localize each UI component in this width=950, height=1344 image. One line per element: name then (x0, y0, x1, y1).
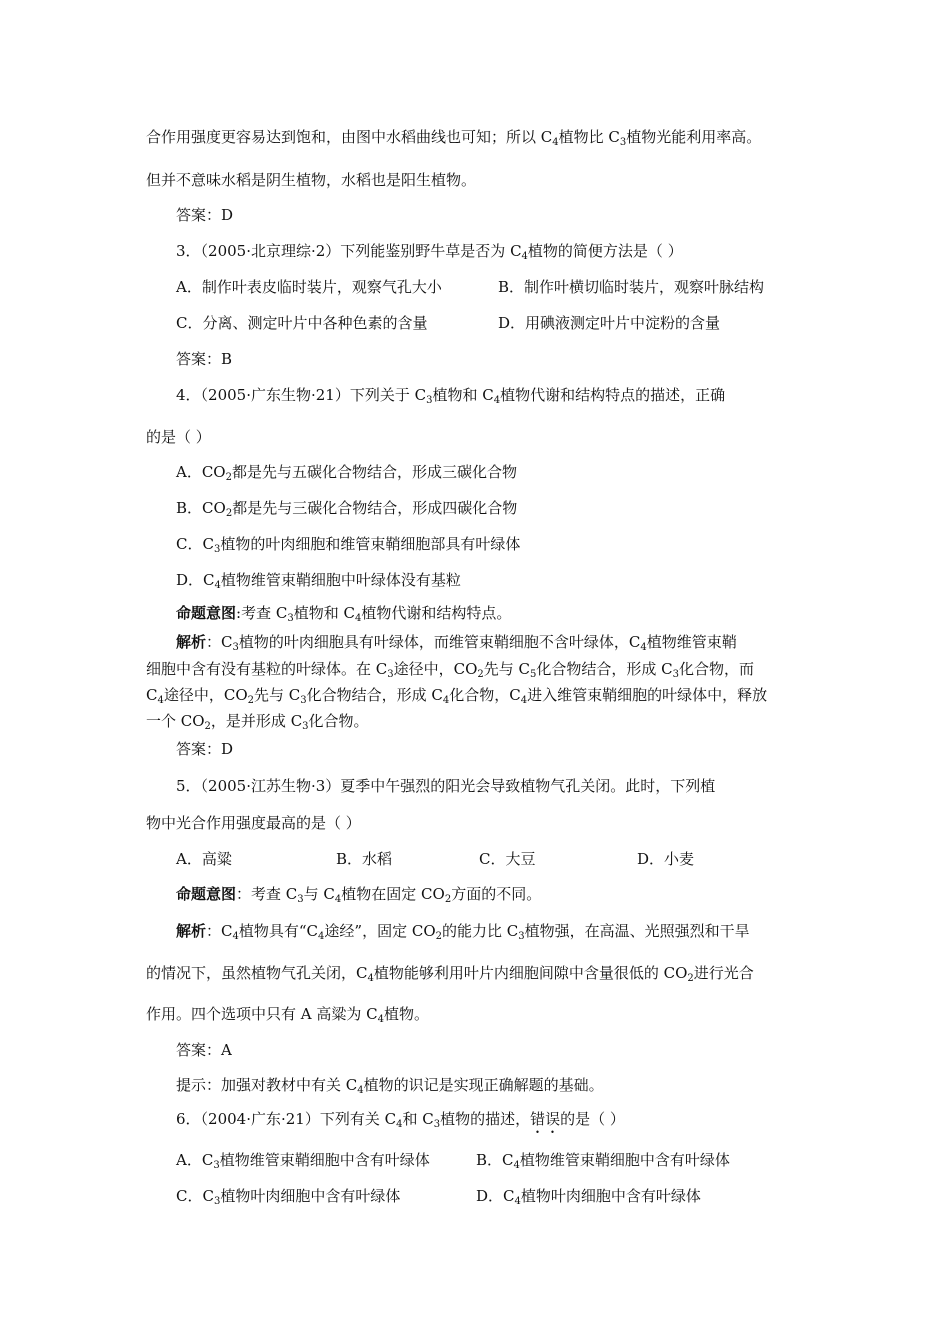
continuation-line-1: 合作用强度更容易达到饱和，由图中水稻曲线也可知；所以 $C_4$植物比 $C_3$植物光能利用率高。 (146, 128, 762, 148)
q3-option-d: D．用碘液测定叶片中淀粉的含量 (498, 314, 721, 332)
q3-option-b: B．制作叶横切临时装片，观察叶脉结构 (498, 278, 765, 296)
q4-option-d: D．$C_4$植物维管束鞘细胞中叶绿体没有基粒 (176, 571, 461, 591)
answer-p1: 答案：D (176, 206, 234, 224)
q4-stem-line2: 的是（ ） (146, 428, 211, 446)
q6-option-c: C．$C_3$植物叶肉细胞中含有叶绿体 (176, 1187, 401, 1207)
q3-option-c: C．分离、测定叶片中各种色素的含量 (176, 314, 428, 332)
q3-stem: 3．（2005·北京理综·2）下列能鉴别野牛草是否为 $C_4$植物的简便方法是（ ） (176, 242, 683, 262)
q4-stem-line1: 4．（2005·广东生物·21）下列关于 $C_3$植物和 $C_4$植物代谢和结构特点的描述，正确 (176, 386, 726, 406)
q4-option-a: A．$CO_2$都是先与五碳化合物结合，形成三碳化合物 (176, 463, 517, 483)
q4-option-b: B．$CO_2$都是先与三碳化合物结合，形成四碳化合物 (176, 499, 518, 519)
q5-option-b: B．水稻 (336, 850, 393, 868)
q5-option-a: A．高粱 (176, 850, 232, 868)
q4-option-c: C．$C_3$植物的叶肉细胞和维管束鞘细胞部具有叶绿体 (176, 535, 521, 555)
q4-analysis-line2: 细胞中含有没有基粒的叶绿体。在 $C_3$途径中，$CO_2$先与 $C_5$化合物结合，形成 $C_3$化合物，而 (146, 660, 755, 680)
q6-emphasis-error: 错误 (530, 1110, 561, 1128)
q4-analysis-line1: 解析：$C_3$植物的叶肉细胞具有叶绿体，而维管束鞘细胞不含叶绿体，$C_4$植物维管束鞘 (176, 633, 737, 653)
q5-option-d: D．小麦 (637, 850, 695, 868)
q4-intent: 命题意图:考查 $C_3$植物和 $C_4$植物代谢和结构特点。 (176, 604, 512, 624)
q4-analysis-line3: $C_4$途径中，$CO_2$先与 $C_3$化合物结合，形成 $C_4$化合物，$C_4$进入维管束鞘细胞的叶绿体中，释放 (146, 686, 768, 706)
q5-answer: 答案：A (176, 1041, 232, 1059)
q5-tip: 提示：加强对教材中有关 $C_4$植物的识记是实现正确解题的基础。 (176, 1076, 604, 1096)
q5-stem-line2: 物中光合作用强度最高的是（ ） (146, 814, 361, 832)
q3-option-a: A．制作叶表皮临时装片，观察气孔大小 (176, 278, 442, 296)
q5-option-c: C．大豆 (479, 850, 536, 868)
q6-stem: 6．（2004·广东·21）下列有关 $C_4$和 $C_3$植物的描述，错误的是（ ） (176, 1110, 625, 1130)
q6-option-d: D．$C_4$植物叶肉细胞中含有叶绿体 (476, 1187, 701, 1207)
q5-analysis-line3: 作用。四个选项中只有 A 高粱为 $C_4$植物。 (146, 1005, 430, 1025)
q3-answer: 答案：B (176, 350, 233, 368)
q5-analysis-line2: 的情况下，虽然植物气孔关闭，$C_4$植物能够利用叶片内细胞间隙中含量很低的 $CO_2$进行光合 (146, 964, 754, 984)
q5-intent: 命题意图：考查 $C_3$与 $C_4$植物在固定 $CO_2$方面的不同。 (176, 885, 542, 905)
q4-analysis-line4: 一个 $CO_2$，是并形成 $C_3$化合物。 (146, 712, 369, 732)
q5-stem-line1: 5．（2005·江苏生物·3）夏季中午强烈的阳光会导致植物气孔关闭。此时，下列植 (176, 777, 716, 795)
q6-option-a: A．$C_3$植物维管束鞘细胞中含有叶绿体 (176, 1151, 430, 1171)
continuation-line-2: 但并不意味水稻是阴生植物，水稻也是阳生植物。 (146, 171, 477, 189)
q5-analysis-line1: 解析：$C_4$植物具有“$C_4$途经”，固定 $CO_2$的能力比 $C_3$植物强，在高温、光照强烈和干旱 (176, 922, 750, 942)
q6-option-b: B．$C_4$植物维管束鞘细胞中含有叶绿体 (476, 1151, 730, 1171)
q4-answer: 答案：D (176, 740, 234, 758)
